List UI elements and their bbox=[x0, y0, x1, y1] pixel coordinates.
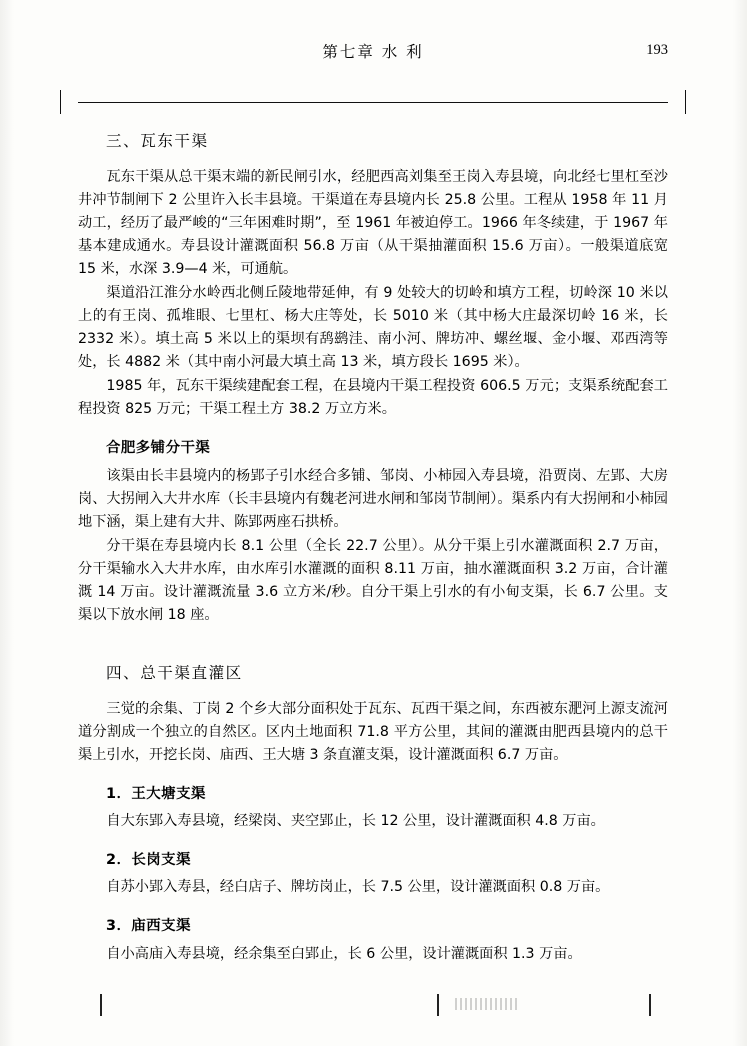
paragraph: 自大东郢入寿县境，经梁岗、夹空郢止，长 12 公里，设计灌溉面积 4.8 万亩。 bbox=[106, 813, 605, 830]
paragraph: 分干渠在寿县境内长 8.1 公里（全长 22.7 公里）。从分干渠上引水灌溉面积 2.7 万亩，分干渠输水入大井水库，由水库引水灌溉的面积 8.11 万亩，抽水灌溉面积 3.2 万亩，合计灌溉 14 万亩。设计灌溉流量 3.6 立方米/秒。自分干渠上引水的有小甸支渠，长 6.7 公里。支渠以下放水闸 18 座。 bbox=[78, 537, 668, 623]
paragraph: 三觉的余集、丁岗 2 个乡大部分面积处于瓦东、瓦西干渠之间，东西被东淝河上源支流河道分割成一个独立的自然区。区内土地面积 71.8 平方公里，其间的灌溉由肥西县境内的总干渠上引水，开挖长岗、庙西、王大塘 3 条直灌支渠，设计灌溉面积 6.7 万亩。 bbox=[78, 700, 668, 763]
scan-mark bbox=[100, 994, 102, 1016]
header-rule-tick-left bbox=[60, 90, 61, 114]
paragraph: 渠道沿江淮分水岭西北侧丘陵地带延伸，有 9 处较大的切岭和填方工程，切岭深 10 米以上的有王岗、孤堆眼、七里杠、杨大庄等处，长 5010 米（其中杨大庄最深切岭 16 米，长 2332 米）。填土高 5 米以上的渠坝有鸹鹚洼、南小河、牌坊冲、螺丝堰、金小堰、邓西湾等处，长 4882 米（其中南小河最大填土高 13 米，填方段长 1695 米）。 bbox=[78, 285, 668, 371]
subsection-heading-miaoxi: 3．庙西支渠 bbox=[106, 918, 191, 935]
page-left-edge-shadow bbox=[0, 0, 14, 1046]
page-content bbox=[78, 40, 668, 966]
paragraph: 该渠由长丰县境内的杨郢子引水经合多铺、邹岗、小柿园入寿县境，沿贾岗、左郢、大房岗、大拐闸入大井水库（长丰县境内有魏老河进水闸和邹岗节制闸）。渠系内有大拐闸和小柿园地下涵，渠上建有大井、陈郢两座石拱桥。 bbox=[78, 467, 668, 530]
header-rule bbox=[78, 102, 668, 103]
page-right-edge-shadow bbox=[733, 0, 747, 1046]
paragraph: 自小高庙入寿县境，经余集至白郢止，长 6 公里，设计灌溉面积 1.3 万亩。 bbox=[106, 945, 582, 962]
subsection-heading-changgang: 2．长岗支渠 bbox=[106, 852, 191, 869]
scan-smudge bbox=[455, 998, 517, 1010]
section-heading-3: 三、瓦东干渠 bbox=[106, 132, 209, 150]
page-header bbox=[78, 40, 668, 76]
document-body bbox=[78, 129, 668, 966]
section-spacer bbox=[78, 627, 668, 647]
scan-mark bbox=[649, 994, 651, 1016]
paragraph: 1985 年，瓦东干渠续建配套工程，在县境内干渠工程投资 606.5 万元；支渠系统配套工程投资 825 万元；干渠工程土方 38.2 万立方米。 bbox=[78, 378, 668, 418]
chapter-title: 第七章 水 利 bbox=[322, 43, 424, 61]
paragraph: 自苏小郢入寿县，经白店子、牌坊岗止，长 7.5 公里，设计灌溉面积 0.8 万亩。 bbox=[106, 879, 610, 896]
page-number: 193 bbox=[646, 42, 668, 58]
scan-footer-artifacts bbox=[0, 994, 747, 1020]
header-rule-tick-right bbox=[685, 90, 686, 114]
scan-mark bbox=[437, 994, 439, 1016]
subsection-heading-wangdatang: 1．王大塘支渠 bbox=[106, 785, 206, 802]
section-heading-4: 四、总干渠直灌区 bbox=[106, 663, 243, 682]
header-rule-wrap bbox=[78, 102, 668, 103]
subsection-heading-hefei-duopu: 合肥多铺分干渠 bbox=[106, 440, 211, 457]
paragraph: 瓦东干渠从总干渠末端的新民闸引水，经肥西高刘集至王岗入寿县境，向北经七里杠至沙井冲节制闸下 2 公里许入长丰县境。干渠道在寿县境内长 25.8 公里。工程从 1958 年 11 月动工，经历了最严峻的“三年困难时期”，至 1961 年被迫停工。1966 年冬续建，于 1967 年基本建成通水。寿县设计灌溉面积 56.8 万亩（从干渠抽灌面积 15.6 万亩）。一般渠道底宽 15 米，水深 3.9—4 米，可通航。 bbox=[78, 169, 668, 278]
